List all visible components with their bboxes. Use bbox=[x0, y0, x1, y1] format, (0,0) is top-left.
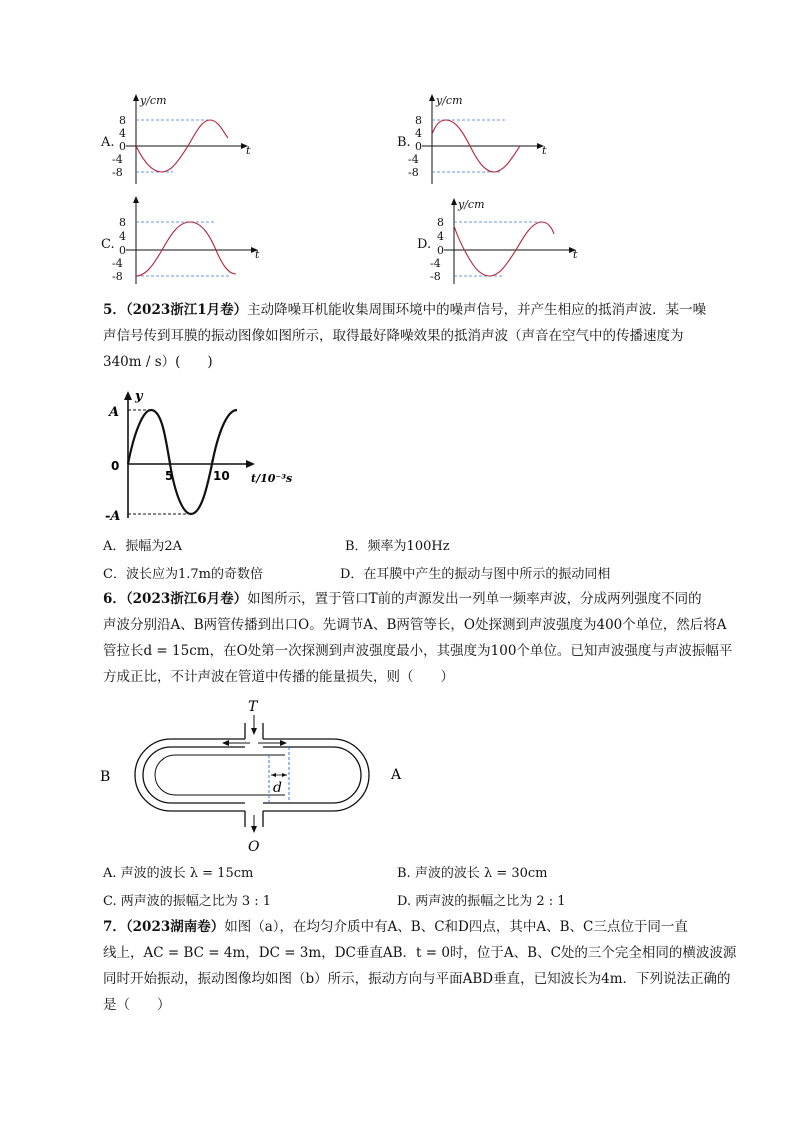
tick: 4 bbox=[437, 230, 444, 243]
q6-option-b[interactable]: B. 声波的波长 λ = 30cm bbox=[397, 866, 548, 881]
tick: 8 bbox=[437, 216, 444, 229]
amplitude-label: A bbox=[109, 405, 120, 420]
tick: 4 bbox=[119, 230, 126, 243]
tick: -8 bbox=[112, 270, 123, 283]
q4-option-a-label: A. bbox=[101, 135, 115, 150]
tick: -4 bbox=[112, 257, 123, 270]
q5-source: （2023浙江1月卷） bbox=[125, 302, 248, 318]
origin-label: 0 bbox=[111, 459, 120, 473]
tick: 0 bbox=[119, 244, 126, 257]
y-axis-label: y/cm bbox=[140, 94, 167, 107]
t-axis-label: t bbox=[542, 144, 547, 157]
tick-10: 10 bbox=[213, 469, 230, 483]
tick: 0 bbox=[119, 140, 126, 153]
q6-text-line: 方成正比，不计声波在管道中传播的能量损失，则（ ） bbox=[103, 669, 454, 685]
neg-amplitude-label: -A bbox=[105, 509, 121, 524]
q6-text-line: 管拉长d = 15cm，在O处第一次探测到声波强度最小，其强度为100个单位。已知声波强度与声波振幅平 bbox=[103, 643, 733, 659]
q6-option-c[interactable]: C. 两声波的振幅之比为 3 : 1 bbox=[103, 894, 272, 909]
tick: -8 bbox=[408, 166, 419, 179]
t-axis-label: t bbox=[255, 248, 260, 261]
port-o-label: O bbox=[248, 839, 260, 855]
q6-option-d[interactable]: D. 两声波的振幅之比为 2 : 1 bbox=[397, 894, 566, 909]
q5-option-d[interactable]: D．在耳膜中产生的振动与图中所示的振动同相 bbox=[340, 567, 611, 582]
q4-option-d-label: D. bbox=[417, 237, 432, 252]
y-axis-label: y/cm bbox=[458, 198, 485, 211]
tube-a-label: A bbox=[391, 767, 402, 783]
q4-option-b-label: B. bbox=[397, 135, 411, 150]
question-6 bbox=[103, 586, 733, 690]
q7-source: （2023湖南卷） bbox=[125, 919, 225, 935]
tick: 0 bbox=[437, 244, 444, 257]
tick: -8 bbox=[430, 270, 441, 283]
tick: 4 bbox=[119, 127, 126, 140]
length-d-label: d bbox=[273, 780, 282, 796]
q7-text-line: 如图（a），在均匀介质中有A、B、C和D四点，其中A、B、C三点位于同一直 bbox=[224, 919, 688, 935]
q7-text-line: 线上，AC = BC = 4m，DC = 3m，DC垂直AB．t = 0时，位于A、B、C处的三个完全相同的横波波源 bbox=[103, 945, 737, 961]
tick: 8 bbox=[119, 216, 126, 229]
q5-text-line: 声信号传到耳膜的振动图像如图所示，取得最好降噪效果的抵消声波（声音在空气中的传播速度为 bbox=[103, 328, 684, 344]
tick: 4 bbox=[415, 127, 422, 140]
q5-number: 5． bbox=[103, 302, 126, 318]
tick: 0 bbox=[415, 140, 422, 153]
q7-text-line: 同时开始振动，振动图像均如图（b）所示，振动方向与平面ABD垂直，已知波长为4m．下列说法正确的 bbox=[103, 971, 731, 987]
tick: -4 bbox=[112, 153, 123, 166]
q5-text-line: 340m / s）( ) bbox=[103, 354, 213, 370]
q6-option-a[interactable]: A. 声波的波长 λ = 15cm bbox=[103, 866, 254, 881]
q6-text-line: 如图所示，置于管口T前的声源发出一列单一频率声波，分成两列强度不同的 bbox=[247, 591, 702, 607]
q4-graph-b bbox=[408, 92, 554, 187]
t-axis-label: t/10⁻³s bbox=[251, 472, 293, 485]
tick: -4 bbox=[408, 153, 419, 166]
q5-option-b[interactable]: B．频率为100Hz bbox=[345, 539, 450, 554]
y-axis-label: y bbox=[135, 389, 143, 404]
tick: -4 bbox=[430, 257, 441, 270]
q4-graph-a bbox=[112, 92, 258, 187]
q6-number: 6． bbox=[103, 591, 126, 607]
question-5 bbox=[103, 297, 707, 375]
tube-b-label: B bbox=[100, 769, 111, 785]
t-axis-label: t bbox=[246, 144, 251, 157]
y-axis-label: y/cm bbox=[436, 94, 463, 107]
q6-text-line: 声波分别沿A、B两管传播到出口O。先调节A、B两管等长，O处探测到声波强度为400个单位，然后将A bbox=[103, 617, 727, 633]
q6-source: （2023浙江6月卷） bbox=[125, 591, 248, 607]
q4-graph-d bbox=[430, 194, 586, 286]
port-t-label: T bbox=[248, 699, 258, 715]
q6-tube-diagram bbox=[95, 695, 435, 855]
q5-option-a[interactable]: A．振幅为2A bbox=[103, 539, 183, 554]
q5-vibration-graph bbox=[103, 378, 293, 523]
tick: 8 bbox=[119, 114, 126, 127]
question-7 bbox=[103, 914, 737, 1018]
q4-graph-c bbox=[112, 196, 268, 286]
q5-option-c[interactable]: C．波长应为1.7m的奇数倍 bbox=[103, 567, 263, 582]
t-axis-label: t bbox=[573, 248, 578, 261]
q4-option-c-label: C. bbox=[101, 237, 115, 252]
q5-text-line: 主动降噪耳机能收集周围环境中的噪声信号，并产生相应的抵消声波．某一噪 bbox=[247, 302, 707, 318]
tick: -8 bbox=[112, 166, 123, 179]
q7-number: 7． bbox=[103, 919, 126, 935]
tick: 8 bbox=[415, 114, 422, 127]
q7-text-line: 是（ ） bbox=[103, 997, 171, 1013]
tick-5: 5 bbox=[165, 469, 174, 483]
